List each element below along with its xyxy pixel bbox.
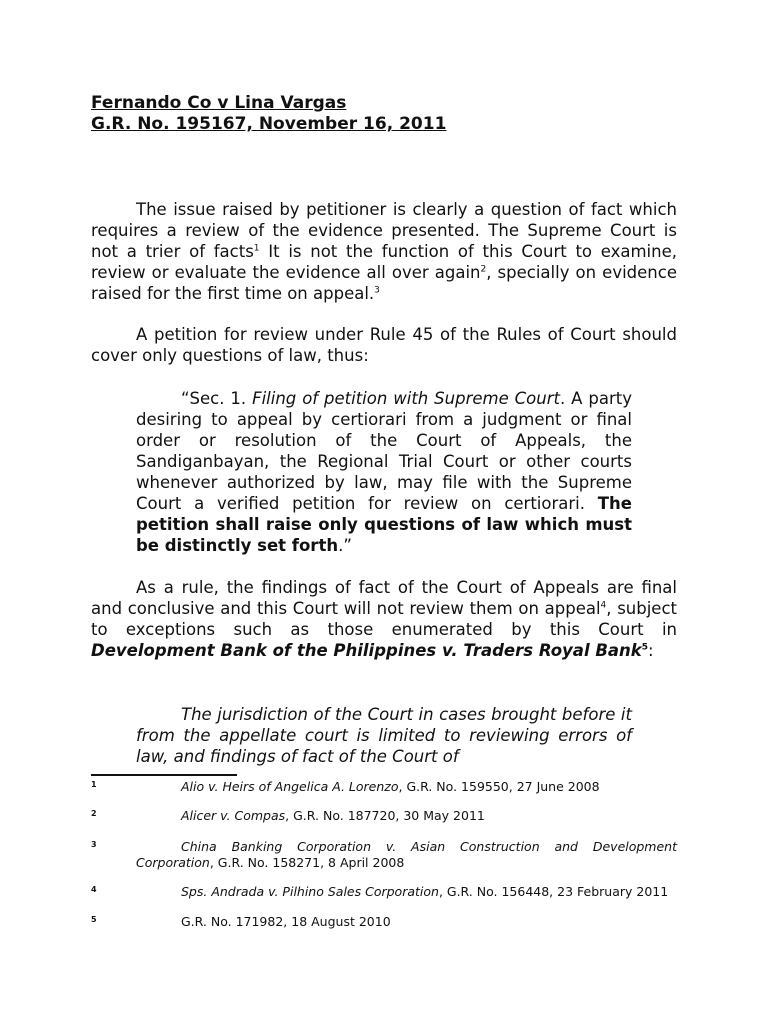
footnote-2-cite: , G.R. No. 187720, 30 May 2011 — [285, 808, 485, 823]
block-quote-rule-45 — [136, 388, 632, 556]
footnote-3-case: China Banking Corporation v. Asian Construction and Development Corporation — [136, 839, 677, 870]
paragraph-2 — [91, 324, 677, 366]
footnote-3-cite: , G.R. No. 158271, 8 April 2008 — [209, 855, 405, 870]
quote-1-close: .” — [338, 536, 352, 555]
footnote-1-number: 1 — [91, 780, 97, 789]
footnote-ref-5: 5 — [641, 642, 649, 653]
cited-case-name: Development Bank of the Philippines v. Traders Royal Bank — [91, 641, 642, 660]
paragraph-1-text-c: , specially on evidence raised for the first time on appeal. — [91, 263, 677, 303]
paragraph-1-text-b: It is not the function of this Court to examine, review or evaluate the evidence all over again — [91, 242, 677, 282]
footnote-1-cite: , G.R. No. 159550, 27 June 2008 — [398, 779, 600, 794]
case-heading — [91, 93, 446, 135]
footnote-5-cite: G.R. No. 171982, 18 August 2010 — [181, 914, 391, 929]
quote-1-heading: Filing of petition with Supreme Court — [252, 389, 560, 408]
paragraph-1 — [91, 199, 677, 304]
footnote-ref-2: 2 — [480, 264, 487, 275]
footnote-4-number: 4 — [91, 885, 97, 894]
footnote-2-number: 2 — [91, 809, 97, 818]
footnote-ref-1: 1 — [253, 243, 260, 254]
footnote-2-case: Alicer v. Compas — [181, 808, 286, 823]
footnote-ref-4: 4 — [600, 600, 607, 611]
footnote-4-case: Sps. Andrada v. Pilhino Sales Corporation — [181, 884, 439, 899]
footnote-2 — [91, 808, 677, 824]
footnote-5 — [91, 914, 677, 930]
footnote-4 — [91, 884, 677, 900]
quote-1-open: “Sec. 1. — [181, 389, 253, 408]
footnote-3 — [91, 839, 677, 871]
paragraph-2-text: A petition for review under Rule 45 of the Rules of Court should cover only questions of law, thus: — [91, 325, 677, 365]
case-number: G.R. No. 195167, November 16, 2011 — [91, 114, 447, 134]
footnote-1 — [91, 779, 677, 795]
quote-1-bold-text: The petition shall raise only questions of law which must be distinctly set forth — [136, 494, 632, 555]
paragraph-1-text-a: The issue raised by petitioner is clearly a question of fact which requires a review of the evidence presented. The Supreme Court is not a trier of facts — [91, 200, 677, 261]
block-quote-jurisdiction — [136, 704, 632, 767]
paragraph-3-text-a: As a rule, the findings of fact of the Court of Appeals are final and conclusive and this Court will not review them on appeal — [91, 578, 677, 618]
quote-1-body: . A party desiring to appeal by certiorari from a judgment or final order or resolution of the Court of Appeals, the Sandiganbayan, the Regional Trial Court or other courts whenever authorized by law, may file with the Supreme Court a verified petition for review on certiorari. — [136, 389, 632, 513]
footnote-4-cite: , G.R. No. 156448, 23 February 2011 — [438, 884, 669, 899]
footnote-ref-3: 3 — [374, 285, 380, 296]
footnote-3-number: 3 — [91, 840, 97, 849]
footnote-1-case: Alio v. Heirs of Angelica A. Lorenzo — [181, 779, 399, 794]
paragraph-3 — [91, 577, 677, 661]
paragraph-3-text-c: : — [648, 641, 654, 660]
case-title: Fernando Co v Lina Vargas — [91, 93, 347, 113]
footnote-separator — [91, 774, 237, 776]
footnote-5-number: 5 — [91, 915, 97, 924]
quote-2-text: The jurisdiction of the Court in cases brought before it from the appellate court is limited to reviewing errors of law, and findings of fact of the Court of — [136, 705, 632, 766]
paragraph-3-text-b: , subject to exceptions such as those enumerated by this Court in — [91, 599, 678, 639]
